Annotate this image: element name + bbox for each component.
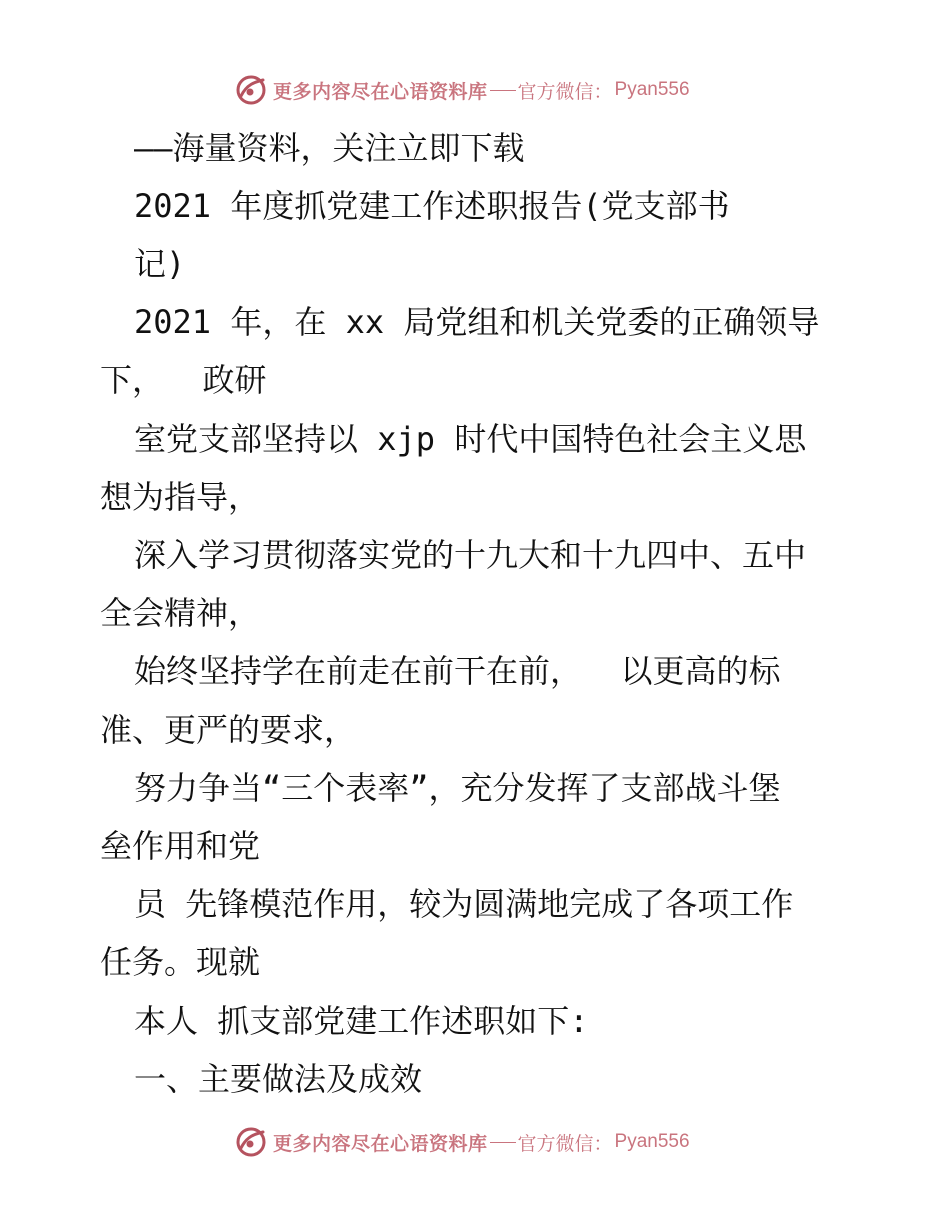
watermark-sub-text: 官方微信： bbox=[517, 80, 613, 103]
doc-line: 全会精神， bbox=[100, 594, 261, 632]
watermark-wechat-id: Pyan556 bbox=[614, 79, 690, 100]
doc-line: 任务。现就 bbox=[100, 943, 261, 981]
watermark-dash bbox=[490, 1142, 516, 1143]
watermark-main-text: 更多内容尽在心语资料库 bbox=[273, 80, 488, 103]
doc-line: 深入学习贯彻落实党的十九大和十九四中、五中 bbox=[134, 536, 807, 574]
header-watermark bbox=[235, 72, 690, 108]
doc-line: 员 先锋模范作用，较为圆满地完成了各项工作 bbox=[134, 885, 794, 923]
doc-line: 想为指导， bbox=[100, 478, 261, 516]
doc-line: 本人 抓支部党建工作述职如下: bbox=[134, 1002, 589, 1040]
doc-line: 垒作用和党 bbox=[100, 827, 261, 865]
circular-brush-logo-icon bbox=[235, 74, 267, 106]
doc-line: 室党支部坚持以 xjp 时代中国特色社会主义思 bbox=[134, 420, 807, 458]
watermark-sub-text: 官方微信： bbox=[517, 1132, 613, 1155]
doc-line: 始终坚持学在前走在前干在前， 以更高的标 bbox=[134, 652, 781, 690]
watermark-dash bbox=[490, 90, 516, 91]
doc-line: 下， 政研 bbox=[100, 361, 267, 399]
watermark-main-text: 更多内容尽在心语资料库 bbox=[273, 1132, 488, 1155]
footer-watermark bbox=[235, 1124, 690, 1160]
doc-line: 准、更严的要求， bbox=[100, 711, 357, 749]
doc-line: ——海量资料，关注立即下载 bbox=[134, 129, 525, 167]
doc-line: 2021 年度抓党建工作述职报告(党支部书 bbox=[134, 187, 730, 225]
doc-line: 记) bbox=[134, 245, 186, 283]
doc-line: 一、主要做法及成效 bbox=[134, 1060, 423, 1098]
doc-line: 努力争当“三个表率”，充分发挥了支部战斗堡 bbox=[134, 769, 781, 807]
doc-line: 2021 年，在 xx 局党组和机关党委的正确领导 bbox=[134, 303, 820, 341]
watermark-wechat-id: Pyan556 bbox=[614, 1131, 690, 1152]
circular-brush-logo-icon bbox=[235, 1126, 267, 1158]
